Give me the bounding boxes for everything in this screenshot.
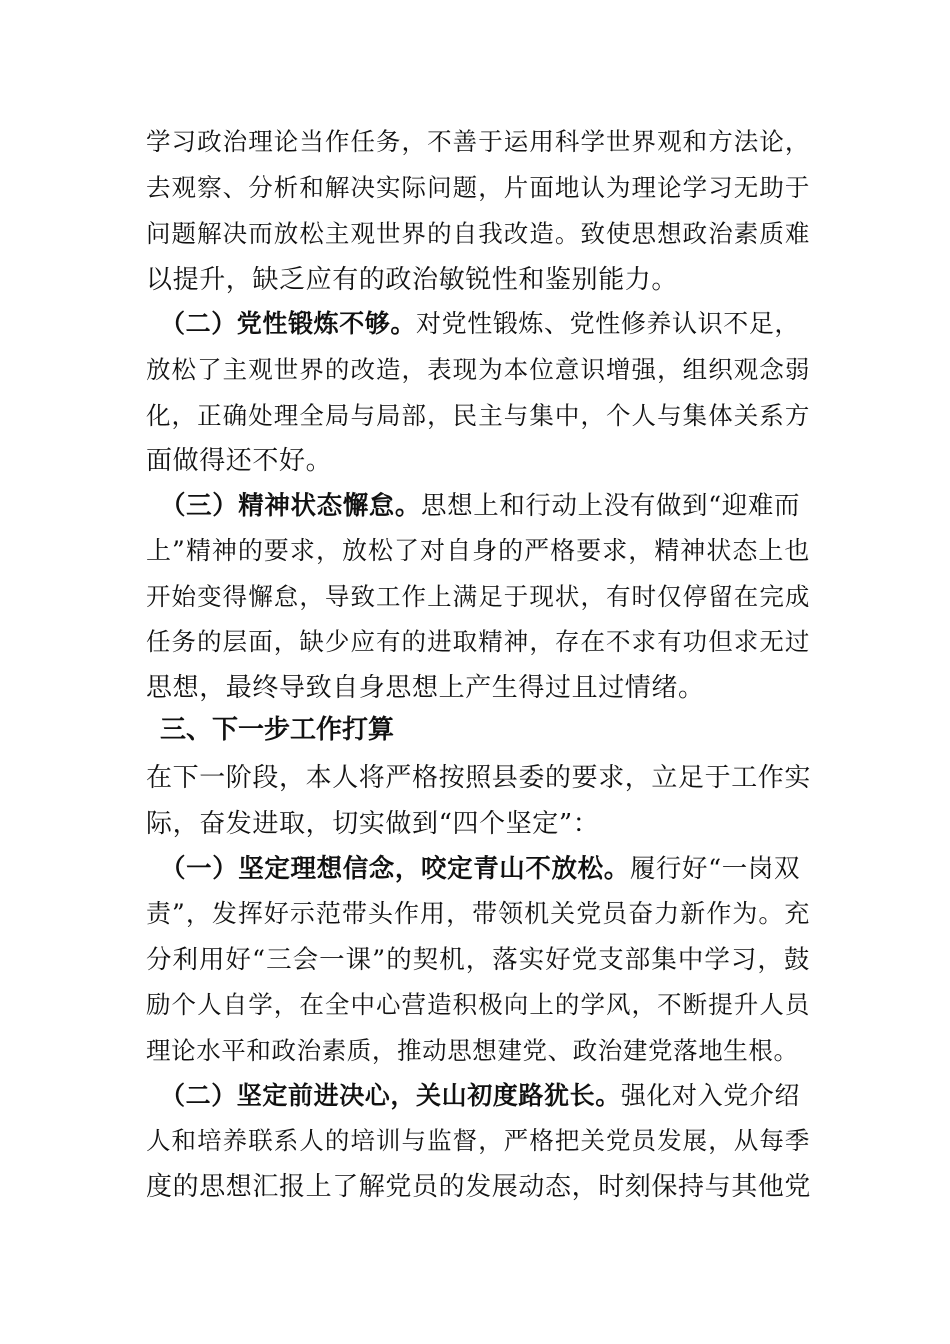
paragraph-2-text: 对党性锻炼、党性修养认识不足，: [416, 309, 801, 338]
paragraph-2-line-4: 面做得还不好。: [146, 446, 333, 476]
paragraph-5-heading: （一）坚定理想信念，咬定青山不放松。: [160, 854, 630, 884]
paragraph-6-line-3: 度的思想汇报上了解党员的发展动态，时刻保持与其他党: [146, 1172, 812, 1202]
paragraph-2-line-2: 放松了主观世界的改造，表现为本位意识增强，组织观念弱: [146, 355, 810, 384]
paragraph-3-line-2: 上”精神的要求，放松了对自身的严格要求，精神状态上也: [146, 536, 810, 565]
paragraph-2-line-3: 化，正确处理全局与局部，民主与集中，个人与集体关系方: [146, 401, 810, 430]
paragraph-1-line-1: 学习政治理论当作任务，不善于运用科学世界观和方法论，: [146, 127, 810, 156]
paragraph-3-line-4: 任务的层面，缺少应有的进取精神，存在不求有功但求无过: [146, 627, 810, 656]
paragraph-1-line-3: 问题解决而放松主观世界的自我改造。致使思想政治素质难: [146, 219, 810, 248]
paragraph-5-line-5: 理论水平和政治素质，推动思想建党、政治建党落地生根。: [146, 1036, 799, 1065]
paragraph-4-line-2: 际，奋发进取，切实做到“四个坚定”：: [146, 809, 600, 839]
paragraph-6-line-2: 人和培养联系人的培训与监督，严格把关党员发展，从每季: [146, 1126, 810, 1155]
paragraph-3-line-1: [160, 486, 810, 526]
paragraph-5-line-3: 分利用好“三会一课”的契机，落实好党支部集中学习，鼓: [146, 945, 810, 975]
paragraph-4-line-1: 在下一阶段，本人将严格按照县委的要求，立足于工作实: [146, 763, 812, 793]
paragraph-2-line-1: [160, 304, 810, 344]
paragraph-1-line-4: 以提升，缺乏应有的政治敏锐性和鉴别能力。: [146, 265, 679, 295]
paragraph-6-text: 强化对入党介绍: [620, 1081, 801, 1110]
paragraph-3-line-3: 开始变得懈怠，导致工作上满足于现状，有时仅停留在完成: [146, 582, 810, 611]
paragraph-3-text: 思想上和行动上没有做到“迎难而: [421, 491, 801, 521]
paragraph-5-text: 履行好“一岗双: [629, 854, 801, 884]
paragraph-6-heading: （二）坚定前进决心，关山初度路犹长。: [160, 1081, 621, 1110]
paragraph-3-line-5: 思想，最终导致自身思想上产生得过且过情绪。: [146, 673, 705, 703]
paragraph-5-line-4: 励个人自学，在全中心营造积极向上的学风，不断提升人员: [146, 990, 810, 1019]
paragraph-5-line-2: 责”，发挥好示范带头作用，带领机关党员奋力新作为。充: [146, 899, 810, 928]
paragraph-2-heading: （二）党性锻炼不够。: [160, 309, 417, 338]
paragraph-6-line-1: [160, 1076, 810, 1116]
paragraph-1-line-2: 去观察、分析和解决实际问题，片面地认为理论学习无助于: [146, 173, 810, 202]
paragraph-5-line-1: [160, 849, 810, 889]
paragraph-3-heading: （三）精神状态懈怠。: [160, 491, 422, 521]
section-heading: 三、下一步工作打算: [160, 715, 395, 745]
